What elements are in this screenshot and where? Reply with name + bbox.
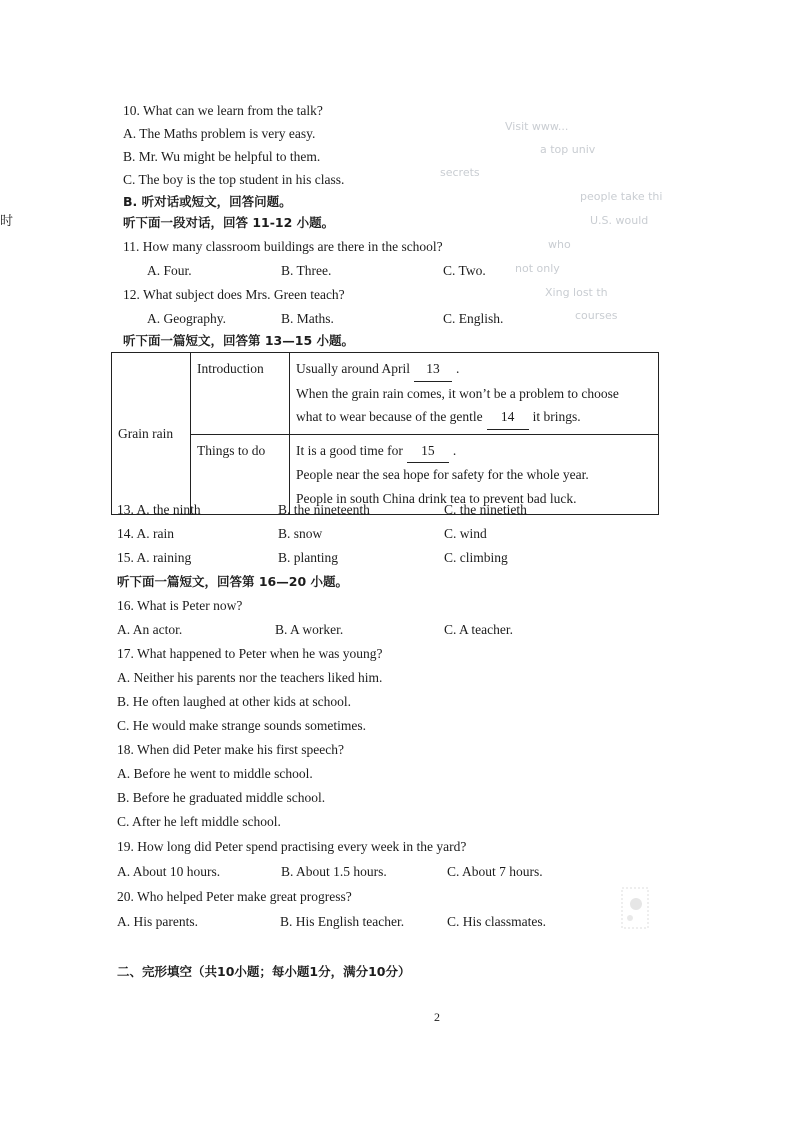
things-to-do-label: Things to do — [197, 442, 266, 458]
question-13-option-b: B. the nineteenth — [278, 502, 370, 517]
scan-smudge — [618, 884, 654, 936]
things-to-do-line-1: It is a good time for 15 . — [296, 439, 652, 464]
question-19: 19. How long did Peter spend practising every week in the yard? — [117, 839, 467, 854]
question-17-option-c: C. He would make strange sounds sometimes. — [117, 718, 366, 733]
question-11-option-a: A. Four. — [147, 263, 192, 278]
question-16-option-b: B. A worker. — [275, 622, 344, 637]
question-17: 17. What happened to Peter when he was young? — [117, 646, 383, 661]
dialog-instruction-11-12: 听下面一段对话，回答 11-12 小题。 — [123, 215, 335, 230]
question-19-option-a: A. About 10 hours. — [117, 864, 221, 879]
bleed-text: Visit www... — [505, 120, 569, 133]
question-20-option-a: A. His parents. — [117, 914, 198, 929]
question-10: 10. What can we learn from the talk? — [123, 103, 323, 118]
blank-13: 13 — [414, 357, 452, 382]
grain-rain-table — [111, 352, 659, 515]
question-10-option-c: C. The boy is the top student in his class. — [123, 172, 345, 187]
question-13-option-a: 13. A. the ninth — [117, 502, 201, 517]
bleed-text: not only — [515, 262, 560, 275]
blank-15: 15 — [407, 439, 449, 464]
passage-instruction-16-20: 听下面一篇短文，回答第 16—20 小题。 — [117, 574, 348, 589]
question-14-option-b: B. snow — [278, 526, 323, 541]
introduction-label-cell — [191, 353, 290, 435]
bleed-text: who — [548, 238, 571, 251]
question-13-option-c: C. the ninetieth — [444, 502, 527, 517]
question-12: 12. What subject does Mrs. Green teach? — [123, 287, 345, 302]
introduction-line-2: When the grain rain comes, it won’t be a problem to choose — [296, 385, 619, 401]
question-12-option-c: C. English. — [443, 311, 504, 326]
cloze-section-heading: 二、完形填空（共10小题；每小题1分，满分10分） — [117, 964, 411, 979]
question-19-option-b: B. About 1.5 hours. — [281, 864, 387, 879]
question-20-option-c: C. His classmates. — [447, 914, 546, 929]
question-11: 11. How many classroom buildings are there in the school? — [123, 239, 443, 254]
introduction-line-3: what to wear because of the gentle 14 it brings. — [296, 405, 652, 430]
things-to-do-line-3: People in south China drink tea to prevent bad luck. — [296, 490, 577, 506]
passage-instruction-13-15: 听下面一篇短文，回答第 13—15 小题。 — [123, 333, 354, 348]
bleed-text: a top univ — [540, 143, 596, 156]
question-18: 18. When did Peter make his first speech? — [117, 742, 344, 757]
margin-character: 时 — [0, 214, 14, 229]
bleed-text: courses — [575, 309, 618, 322]
bleed-text: Xing lost th — [545, 286, 608, 299]
question-18-option-b: B. Before he graduated middle school. — [117, 790, 326, 805]
question-10-option-b: B. Mr. Wu might be helpful to them. — [123, 149, 321, 164]
question-20-option-b: B. His English teacher. — [280, 914, 405, 929]
question-17-option-a: A. Neither his parents nor the teachers liked him. — [117, 670, 383, 685]
question-14-option-c: C. wind — [444, 526, 487, 541]
question-10-option-a: A. The Maths problem is very easy. — [123, 126, 316, 141]
question-15-option-c: C. climbing — [444, 550, 508, 565]
introduction-content — [290, 353, 659, 435]
page-number: 2 — [434, 1010, 440, 1024]
question-16: 16. What is Peter now? — [117, 598, 243, 613]
question-15-option-b: B. planting — [278, 550, 338, 565]
bleed-text: people take thi — [580, 190, 663, 203]
question-18-option-a: A. Before he went to middle school. — [117, 766, 313, 781]
introduction-line-1: Usually around April 13 . — [296, 357, 652, 382]
question-12-option-b: B. Maths. — [281, 311, 334, 326]
blank-14: 14 — [487, 405, 529, 430]
question-20: 20. Who helped Peter make great progress? — [117, 889, 352, 904]
bleed-text: U.S. would — [590, 214, 649, 227]
introduction-label: Introduction — [197, 361, 264, 376]
question-12-option-a: A. Geography. — [147, 311, 226, 326]
question-19-option-c: C. About 7 hours. — [447, 864, 543, 879]
section-b-heading: B. 听对话或短文，回答问题。 — [123, 194, 292, 209]
question-17-option-b: B. He often laughed at other kids at school. — [117, 694, 351, 709]
things-to-do-label-cell — [191, 434, 290, 515]
question-11-option-b: B. Three. — [281, 263, 332, 278]
question-16-option-a: A. An actor. — [117, 622, 183, 637]
bleed-text: secrets — [440, 166, 480, 179]
table-topic-cell — [112, 353, 191, 515]
question-16-option-c: C. A teacher. — [444, 622, 513, 637]
question-15-option-a: 15. A. raining — [117, 550, 192, 565]
question-14-option-a: 14. A. rain — [117, 526, 174, 541]
question-11-option-c: C. Two. — [443, 263, 486, 278]
table-topic: Grain rain — [118, 425, 174, 441]
question-18-option-c: C. After he left middle school. — [117, 814, 281, 829]
things-to-do-line-2: People near the sea hope for safety for the whole year. — [296, 467, 589, 482]
